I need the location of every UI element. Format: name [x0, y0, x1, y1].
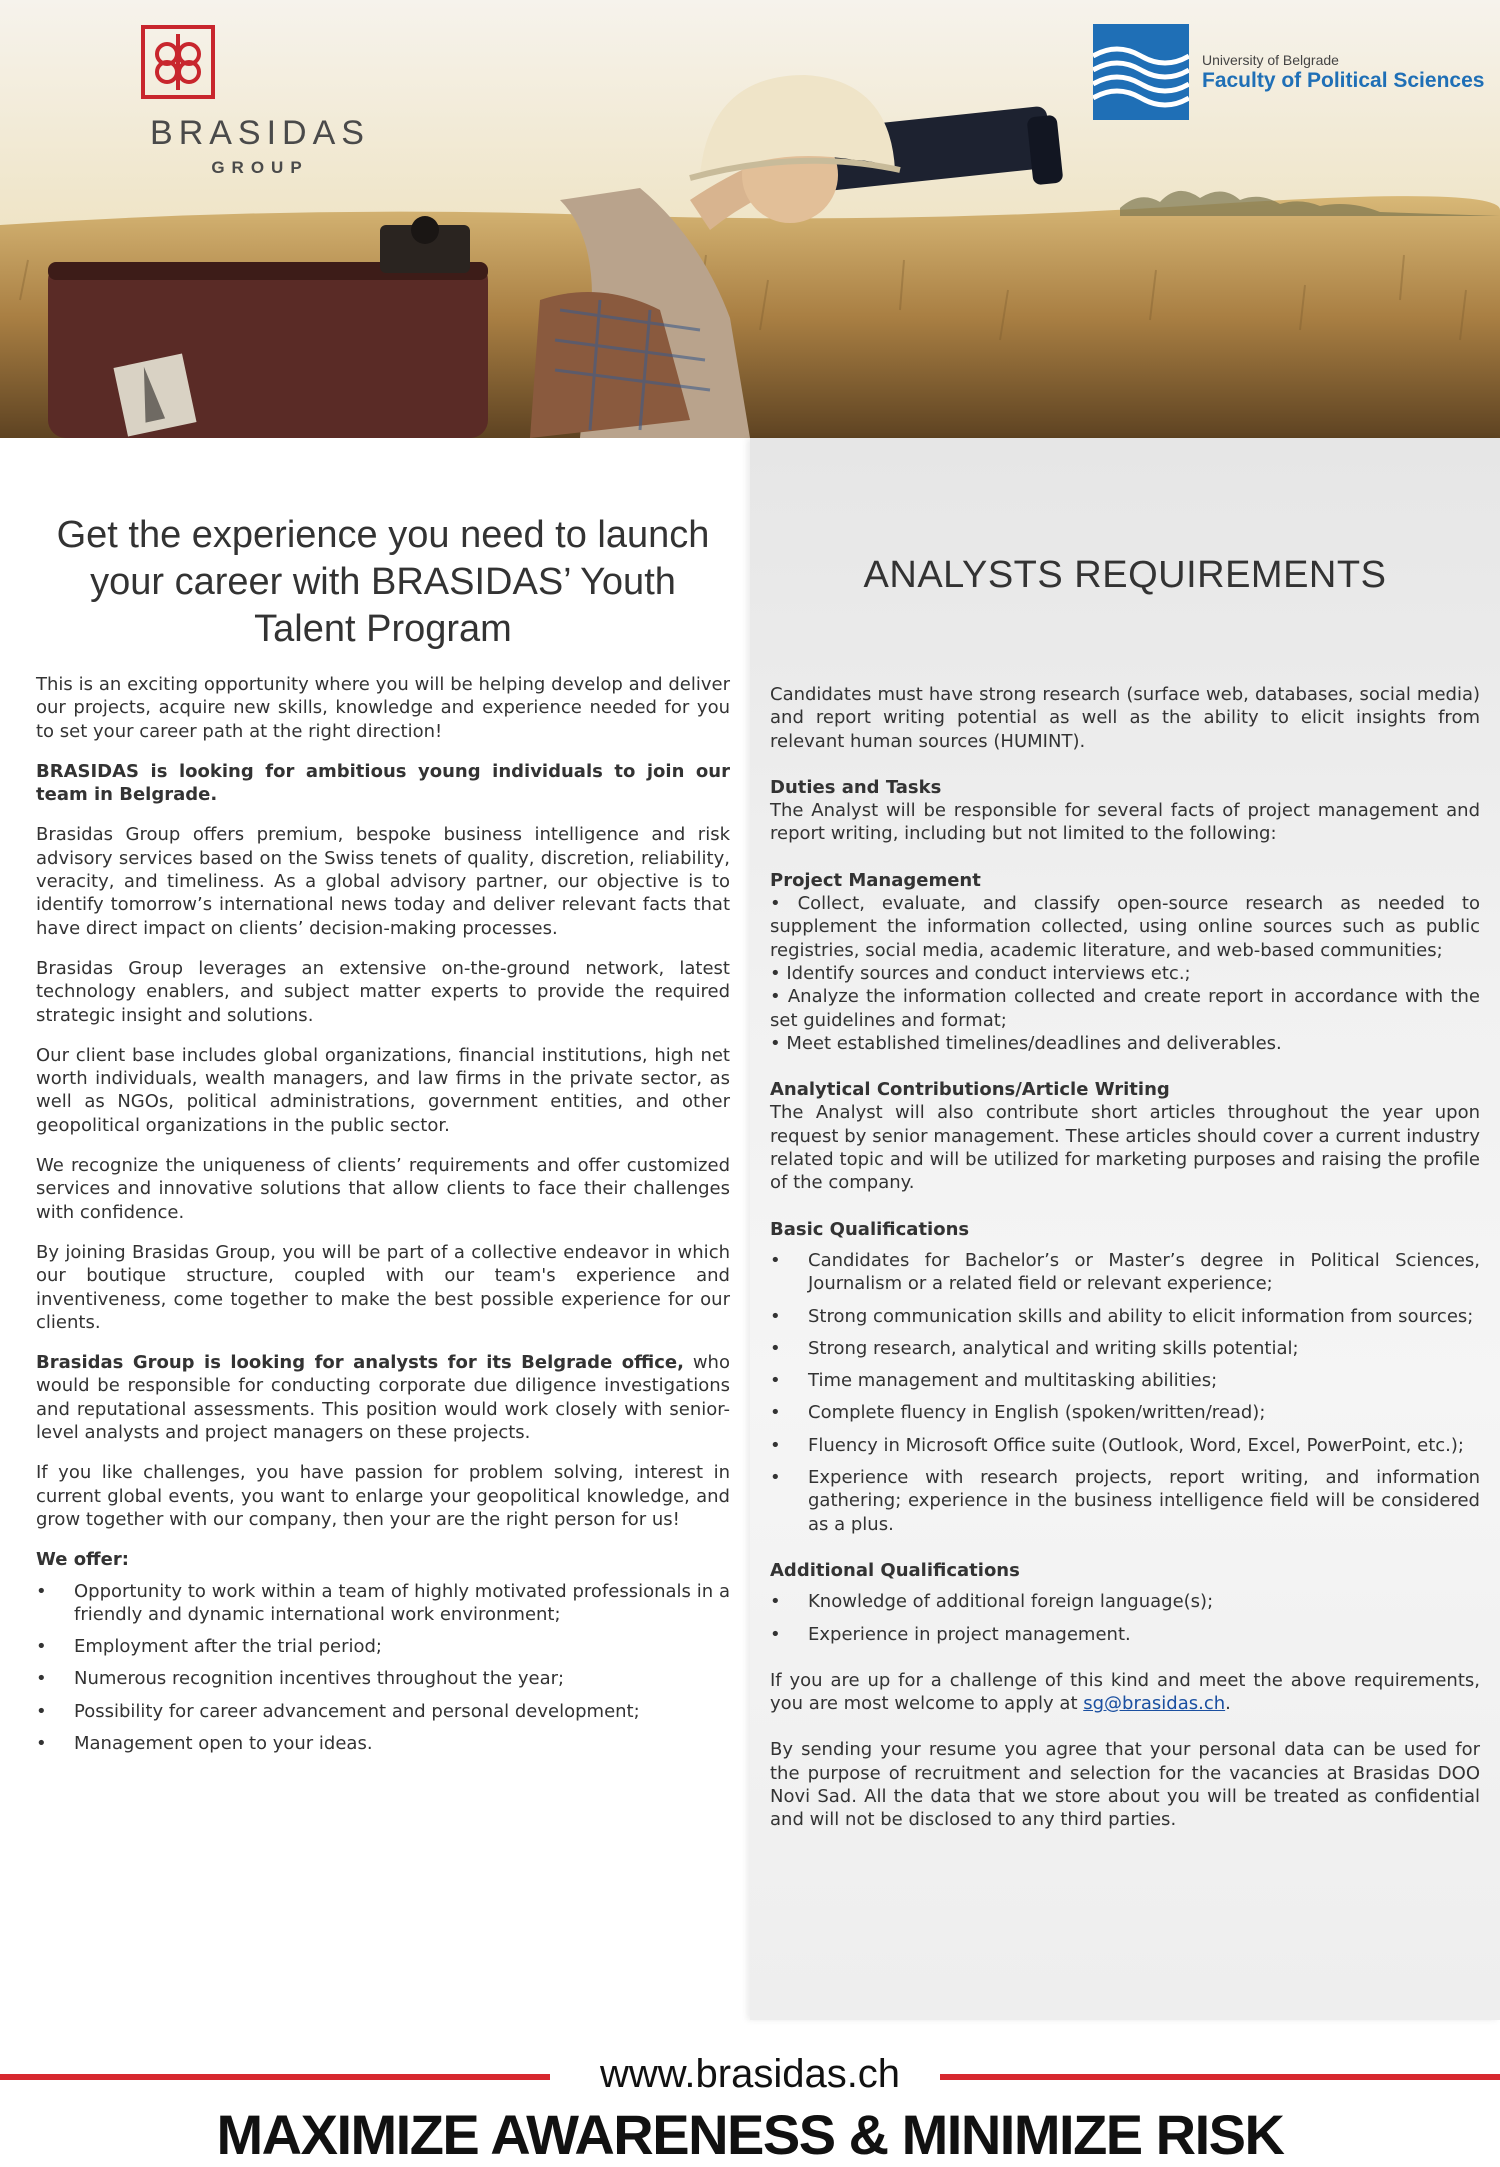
additional-qualifications-heading: Additional Qualifications [770, 1559, 1020, 1581]
footer-slogan: MAXIMIZE AWARENESS & MINIMIZE RISK [216, 2103, 1284, 2166]
basic-qualifications-heading: Basic Qualifications [770, 1218, 970, 1240]
right-column [770, 438, 1480, 1832]
brand-sub: GROUP [211, 158, 309, 177]
analysts-paragraph-bold: Brasidas Group is looking for analysts for its Belgrade office, [36, 1352, 684, 1374]
list-item: • Fluency in Microsoft Office suite (Outlook, Word, Excel, PowerPoint, etc.); [770, 1434, 1480, 1457]
project-management-section [770, 869, 1480, 1055]
article-writing-heading: Analytical Contributions/Article Writing [770, 1079, 1170, 1101]
analysts-paragraph-rest: who would be responsible for conducting corporate due diligence investigations and reputational assessments. This position would work closely with senior-level analysts and project managers on these projects. [36, 1352, 730, 1444]
list-item: • Experience in project management. [770, 1623, 1480, 1646]
page-headline: Get the experience you need to launch your career with BRASIDAS’ Youth Talent Program [56, 514, 710, 650]
article-writing-section [770, 1078, 1480, 1194]
intro-paragraph: This is an exciting opportunity where you will be helping develop and deliver our projects, acquire new skills, knowledge and experience needed for you to set your career path at the right direction! [36, 674, 730, 742]
list-item: • Possibility for career advancement and personal development; [36, 1700, 730, 1723]
list-item: • Opportunity to work within a team of highly motivated professionals in a friendly and dynamic international work environment; [36, 1580, 730, 1627]
list-item: • Identify sources and conduct interviews etc.; [770, 962, 1191, 984]
additional-qualifications-list [770, 1590, 1480, 1646]
left-column [36, 438, 730, 1764]
duties-text: The Analyst will be responsible for several facts of project management and report writing, including but not limited to the following: [770, 800, 1480, 845]
requirements-intro [770, 683, 1480, 753]
brand-name: BRASIDAS [150, 114, 370, 152]
apply-email-link[interactable]: sg@brasidas.ch [1083, 1693, 1226, 1715]
list-item: • Candidates for Bachelor’s or Master’s degree in Political Sciences, Journalism or a related field or relevant experience; [770, 1249, 1480, 1296]
list-item: • Management open to your ideas. [36, 1732, 730, 1755]
list-item: • Meet established timelines/deadlines and deliverables. [770, 1032, 1282, 1054]
list-item: • Experience with research projects, report writing, and information gathering; experience in the business intelligence field will be considered as a plus. [770, 1466, 1480, 1536]
analysts-paragraph [36, 1351, 730, 1444]
requirements-intro-text: Candidates must have strong research (surface web, databases, social media) and report writing potential as well as the ability to elicit insights from relevant human sources (HUMINT). [770, 684, 1480, 752]
list-item: • Knowledge of additional foreign language(s); [770, 1590, 1480, 1613]
apply-text [770, 1669, 1480, 1716]
list-item: • Time management and multitasking abilities; [770, 1369, 1480, 1392]
university-mark-icon [1093, 24, 1189, 120]
footer-website-link[interactable]: www.brasidas.ch [599, 2052, 901, 2096]
faculty-name: Faculty of Political Sciences [1202, 69, 1485, 92]
university-name: University of Belgrade [1202, 52, 1339, 68]
duties-heading: Duties and Tasks [770, 776, 942, 798]
apply-text-end: . [1225, 1693, 1231, 1715]
duties-section [770, 776, 1480, 846]
brasidas-mark-icon [140, 24, 216, 100]
list-item: • Numerous recognition incentives throughout the year; [36, 1667, 730, 1690]
client-base-paragraph: Our client base includes global organizations, financial institutions, high net worth individuals, wealth managers, and law firms in the private sector, as well as NGOs, political administrations, government entities, and other geopolitical organizations in the public sector. [36, 1044, 730, 1136]
list-item: • Strong research, analytical and writing skills potential; [770, 1337, 1480, 1360]
privacy-section [770, 1738, 1480, 1831]
project-management-heading: Project Management [770, 869, 981, 891]
basic-qualifications-section [770, 1218, 1480, 1536]
list-item: • Employment after the trial period; [36, 1635, 730, 1658]
brasidas-logo [140, 24, 380, 184]
network-paragraph: Brasidas Group leverages an extensive on-the-ground network, latest technology enablers, and subject matter experts to provide the required strategic insight and solutions. [36, 957, 730, 1026]
list-item: • Strong communication skills and ability to elicit information from sources; [770, 1305, 1480, 1328]
we-offer-heading: We offer: [36, 1549, 129, 1571]
article-writing-text: The Analyst will also contribute short articles throughout the year upon request by senior management. These articles should cover a current industry related topic and will be utilized for marketing purposes and raising the profile of the company. [770, 1102, 1480, 1194]
requirements-title: ANALYSTS REQUIREMENTS [863, 554, 1387, 596]
offer-list [36, 1580, 730, 1756]
basic-qualifications-list [770, 1249, 1480, 1536]
list-item: • Complete fluency in English (spoken/written/read); [770, 1401, 1480, 1424]
hero-banner [0, 0, 1500, 438]
university-logo [1090, 24, 1490, 124]
apply-section [770, 1669, 1480, 1716]
uniqueness-paragraph: We recognize the uniqueness of clients’ requirements and offer customized services and innovative solutions that allow clients to face their challenges with confidence. [36, 1155, 730, 1223]
offering-paragraph: Brasidas Group offers premium, bespoke business intelligence and risk advisory services based on the Swiss tenets of quality, discretion, reliability, veracity, and timeliness. As a global advisory partner, our objective is to identify tomorrow’s international news today and deliver relevant facts that have direct impact on clients’ decision-making processes. [36, 824, 730, 939]
list-item: • Collect, evaluate, and classify open-source research as needed to supplement the information collected, using online sources such as public registries, social media, academic literature, and web-based communities; [770, 893, 1480, 961]
apply-text-lead: If you are up for a challenge of this kind and meet the above requirements, you are most welcome to apply at [770, 1669, 1480, 1715]
joining-paragraph: By joining Brasidas Group, you will be part of a collective endeavor in which our boutique structure, coupled with our team's experience and inventiveness, come together to make the best possible experience for our clients. [36, 1241, 730, 1333]
challenges-paragraph: If you like challenges, you have passion for problem solving, interest in current global events, you want to enlarge your geopolitical knowledge, and grow together with our company, then your are the right person for us! [36, 1462, 730, 1530]
looking-for-paragraph: BRASIDAS is looking for ambitious young individuals to join our team in Belgrade. [36, 760, 730, 806]
additional-qualifications-section [770, 1559, 1480, 1646]
list-item: • Analyze the information collected and create report in accordance with the set guidelines and format; [770, 986, 1480, 1031]
privacy-text: By sending your resume you agree that your personal data can be used for the purpose of recruitment and selection for the vacancies at Brasidas DOO Novi Sad. All the data that we store about you will be treated as confidential and will not be disclosed to any third parties. [770, 1739, 1480, 1831]
